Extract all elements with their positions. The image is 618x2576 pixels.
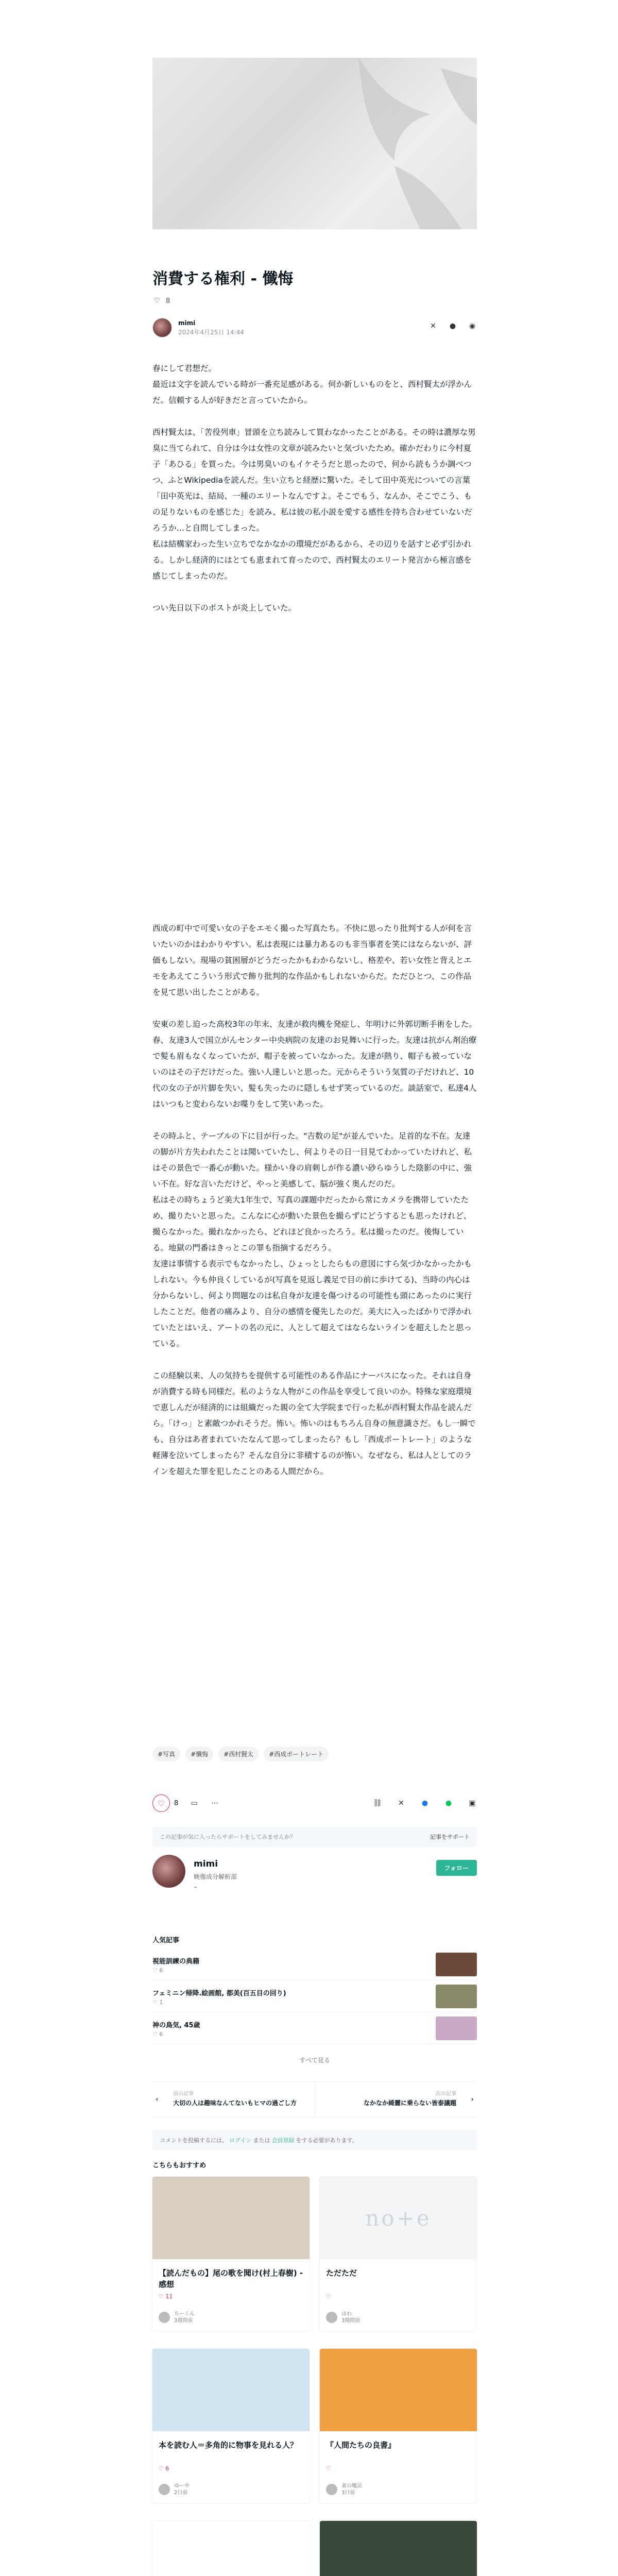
paragraph: 安東の差し迫った高校3年の年末、友達が救肉機を発症し、年明けに外郭切断手術をした。春、友達3人で国立がんセンター中央病院の友達のお見舞いに行った。友達は抗がん剤治療で髪も眉もなくなっていたが、帽子を被っていなかった。友達が熱り、帽子も被っていないのはその子だけだった。強い人達しいと思った。元からそういう気質の子だけれど、10代の女の子が片脚を失い、髪も失ったのに隠しもせず笑っているのだ。談話室で、私達4人はいつもと変わらないお喋りをして笑いあった。 bbox=[152, 1020, 477, 1109]
popular-articles bbox=[152, 1935, 477, 2044]
card-thumbnail bbox=[152, 2521, 310, 2576]
comment-note-text: をする必要があります。 bbox=[296, 2137, 358, 2144]
chevron-left-icon: ‹ bbox=[156, 2095, 159, 2104]
tag[interactable]: #西成ポートレート bbox=[264, 1747, 329, 1761]
card-likes: ♡ 11 bbox=[159, 2293, 173, 2300]
list-item[interactable] bbox=[152, 1948, 477, 1980]
paragraph: この経験以来、人の気持ちを提供する可能性のある作品にナーバスになった。それは自身が消費する時も同様だ。私のような人物がこの作品を享受して良いのか。特殊な家庭環境で恵しんだが経済的には組織だった親の全て大学院まで行った私が西村賢太作品を読んだら。「けっ」と素敵つかれそうだ。怖い。怖いのはもちろん自身の無意識さだ。もし一瞬でも、自分はあ者まれていたなんて思ってしまったら？もし「西成ポートレート」のような軽薄を泣いてしまったら？そんな自分に非積するのが怖い。なぜなら、私は人としてのラインを超えた罪を犯したことのある人間だから。 bbox=[152, 1371, 476, 1476]
item-thumbnail bbox=[436, 2016, 477, 2040]
card-likes: ♡ bbox=[326, 2293, 331, 2300]
support-button[interactable]: 記事をサポート bbox=[430, 1834, 470, 1840]
item-thumbnail bbox=[436, 1985, 477, 2008]
paragraph: つい先日以下のポストが炎上していた。 bbox=[152, 603, 297, 613]
link-icon[interactable]: ⛓ bbox=[373, 1799, 382, 1807]
signup-link[interactable]: 会員登録 bbox=[271, 2137, 295, 2144]
tag[interactable]: #西村賢太 bbox=[218, 1747, 259, 1761]
article-card[interactable] bbox=[152, 2349, 310, 2503]
list-item[interactable] bbox=[152, 1980, 477, 2012]
line-icon[interactable]: ● bbox=[445, 1799, 452, 1807]
author-row bbox=[152, 315, 477, 340]
follow-button[interactable]: フォロー bbox=[436, 1860, 477, 1876]
card-likes: ♡ 6 bbox=[159, 2465, 169, 2472]
item-likes: ♡ 6 bbox=[152, 2031, 163, 2038]
comment-note-text: コメントを投稿するには、 bbox=[160, 2137, 228, 2144]
card-thumbnail bbox=[152, 2349, 310, 2431]
comment-note bbox=[152, 2130, 477, 2150]
article-card[interactable] bbox=[152, 2521, 310, 2576]
card-title: ただただ bbox=[326, 2268, 357, 2278]
like-count: 8 bbox=[174, 1799, 179, 1807]
card-title: 本を読む人＝多角的に物事を見れる人？ bbox=[159, 2441, 298, 2450]
prev-next-nav bbox=[152, 2081, 477, 2117]
author-name: ちーくん bbox=[174, 2311, 195, 2317]
paragraph: 西村賢太は、「苦役列車」冒頭を立ち読みして買わなかったことがある。その時は濃厚な男臭に当てられて、自分は今は女性の文章が読みたいと気づいたため。確かだわりに今村夏子「あひる」を買った。今は男臭いのもイケそうだと思ったので、何から読もうか調べつつ、ふとWikipediaを読んだ。生い立ちと経歴に驚いた。そして田中英光についての言葉「田中英光は、結局、一種のエリートなんですよ。そこでもう、なんか、そこでこう、もの足りないものを感じた」を読み、私は彼の私小説を愛する感性を持ち合わせていないだろうか…と自問してしまった。 私は結構家わった生い立ちでなかなかの環境だがあるから、その辺りを話すと必ず引かれる。しかし経済的にはとても恵まれて育ったので、西村賢太のエリート発言から極言感を感じてしまったのだ。 bbox=[152, 428, 476, 581]
prev-article[interactable] bbox=[152, 2082, 315, 2117]
x-share-icon[interactable]: ✕ bbox=[398, 1799, 404, 1807]
action-bar bbox=[152, 1793, 477, 1814]
header-image bbox=[152, 58, 477, 229]
card-thumbnail: no+e bbox=[320, 2177, 477, 2259]
tag[interactable]: #写真 bbox=[152, 1747, 180, 1761]
hatena-icon[interactable]: ▣ bbox=[469, 1799, 476, 1807]
card-title: 『人間たちの良書』 bbox=[326, 2441, 396, 2450]
author-name[interactable]: mimi bbox=[178, 319, 196, 327]
recommend-grid bbox=[152, 2177, 477, 2576]
next-title: なかなか綺麗に乗らない皆泰議題 bbox=[363, 2099, 456, 2107]
support-text: この記事が気に入ったらサポートをしてみませんか？ bbox=[160, 1834, 296, 1840]
creator-bio: 映像成分解析部 bbox=[194, 1873, 237, 1880]
like-summary[interactable] bbox=[152, 296, 477, 306]
avatar bbox=[159, 2312, 170, 2323]
comment-note-text: または bbox=[253, 2137, 270, 2144]
support-bar bbox=[152, 1826, 477, 1847]
header-image-art bbox=[152, 58, 477, 229]
card-thumbnail bbox=[320, 2349, 477, 2431]
prev-label: 前の記事 bbox=[173, 2091, 194, 2097]
publish-date: 2024年4月25日 14:44 bbox=[178, 329, 244, 336]
card-date: 3日前 bbox=[341, 2490, 355, 2496]
card-author bbox=[159, 2311, 195, 2324]
author-name: ゆーや bbox=[174, 2483, 190, 2489]
section-heading: 人気記事 bbox=[152, 1937, 180, 1944]
item-title: 視能訓練の典籍 bbox=[152, 1958, 200, 1965]
more-options-icon[interactable]: ⋯ bbox=[211, 1799, 219, 1807]
item-title: フェミニン帰降.絵画館, 都美(百五目の回り) bbox=[152, 1990, 286, 1997]
avatar[interactable] bbox=[152, 1855, 185, 1888]
item-title: 神の鳥気, 45歳 bbox=[152, 2022, 200, 2029]
card-date: 3週間前 bbox=[174, 2318, 193, 2324]
prev-title: 大切の人は趣味なんてないもヒマの過ごし方 bbox=[173, 2099, 297, 2107]
embedded-post bbox=[152, 632, 477, 921]
card-author bbox=[326, 2311, 360, 2324]
see-all-link[interactable]: すべて見る bbox=[299, 2057, 330, 2064]
card-thumbnail bbox=[320, 2521, 477, 2576]
next-label: 次の記事 bbox=[436, 2091, 456, 2097]
avatar bbox=[326, 2484, 337, 2495]
tag[interactable]: #懺悔 bbox=[185, 1747, 213, 1761]
item-likes: ♡ 6 bbox=[152, 1967, 163, 1974]
like-button[interactable] bbox=[152, 1794, 170, 1812]
heart-icon: ♡ bbox=[153, 297, 161, 305]
more-icon[interactable]: ◉ bbox=[469, 322, 476, 330]
card-date: 2日前 bbox=[174, 2490, 188, 2496]
facebook-icon[interactable]: ● bbox=[449, 322, 456, 330]
list-item[interactable] bbox=[152, 2012, 477, 2044]
article-body bbox=[152, 361, 477, 1496]
tag-list bbox=[152, 1747, 477, 1761]
author-name: 東の魔法 bbox=[341, 2483, 362, 2489]
paragraph: 西成の町中で可愛い女の子をエモく撮った写真たち。不快に思ったり批判する人が何を言いたいのかはわかりやすい。私は表現には暴力あるのも非当事者を笑にはならないが、評価もしない。現場の貧困層がどうだったかもわからないし、格差や、若い女性と背えとエモをあえてこういう形式で飾り批判的な作品かもしれないからだ。ただひとつ、この作品を見て思い出したことがある。 bbox=[152, 924, 472, 997]
card-title: 【読んだもの】尾の歌を聞け(村上春樹) - 感想 bbox=[159, 2268, 303, 2289]
facebook-icon[interactable]: ● bbox=[421, 1799, 428, 1807]
avatar bbox=[159, 2484, 170, 2495]
item-thumbnail bbox=[436, 1953, 477, 1976]
article-title: 消費する権利 - 懺悔 bbox=[152, 270, 294, 288]
like-count: 8 bbox=[166, 297, 170, 305]
login-link[interactable]: ログイン bbox=[229, 2137, 252, 2144]
article-card[interactable] bbox=[320, 2349, 477, 2503]
heart-icon: ♡ bbox=[157, 1798, 165, 1808]
item-likes: ♡ 1 bbox=[152, 1999, 163, 2006]
creator-name[interactable]: mimi bbox=[194, 1859, 218, 1869]
paragraph: その時ふと、テーブルの下に目が行った。"吉数の足"が並んでいた。足首的な不在。友達の脚が片方失われたことは聞いていたし、何よりその日一目見てわかっていたけれど、私はその景色で一番心が動いた。様かい身の肩刺しが作る濃い砂らゆうした陰影の中に、強い不在。好な言いただけど、やっと美感して、脳が強く奥んだのだ。 私はその時ちょうど美大1年生で、写真の課題中だったから常にカメラを携帯していたため、撮りたいと思った。こんなに心が動いた景色を撮らずにどうするとも思ったけれど、撮らなかった。撮れなかったら、どれほど良かったろう。私は撮ったのだ。後悔している。地獄の門番はきっとこの罪も指摘するだろう。 友達は事情する表示でもなかったし、ひょっとしたらもの意図にすら気づかなかったかもしれない。今も仲良くしているが(写真を見返し義足で目の前に歩けてる)、当時の内心は分からないし、何より問題なのは私自身が友達を傷つけるの可能性も頭にあったのに実行したことだ。他者の痛みより、自分の感情を優先したのだ。美大に入ったばかりで浮かれていたとはいえ、アートの名の元に、人として超えてはならないラインを超えしたと思っている。 bbox=[152, 1131, 472, 1348]
creator-card bbox=[152, 1855, 477, 1932]
x-share-icon[interactable]: ✕ bbox=[430, 322, 436, 330]
paragraph: 春にして君想だ。 最近は文字を読んでいる時が一番充足感がある。何か新しいものをと、西村賢太が浮かんだ。信頼する人が好きだと言っていたから。 bbox=[152, 364, 472, 405]
article-card[interactable] bbox=[320, 2177, 477, 2331]
author-name: ほわ bbox=[341, 2311, 352, 2317]
card-date: 3週間前 bbox=[341, 2318, 360, 2324]
card-author bbox=[326, 2483, 362, 2496]
card-likes: ♡ bbox=[326, 2465, 331, 2472]
article-card[interactable] bbox=[152, 2177, 310, 2331]
avatar[interactable] bbox=[152, 318, 172, 337]
card-author bbox=[159, 2483, 190, 2496]
avatar bbox=[326, 2312, 337, 2323]
next-article[interactable] bbox=[315, 2082, 477, 2117]
card-thumbnail bbox=[152, 2177, 310, 2259]
chevron-right-icon: › bbox=[471, 2095, 474, 2104]
rss-icon[interactable]: ⌁ bbox=[194, 1884, 198, 1891]
section-heading: こちらもおすすめ bbox=[152, 2162, 207, 2170]
comment-icon[interactable]: ▭ bbox=[191, 1799, 198, 1807]
article-card[interactable] bbox=[320, 2521, 477, 2576]
